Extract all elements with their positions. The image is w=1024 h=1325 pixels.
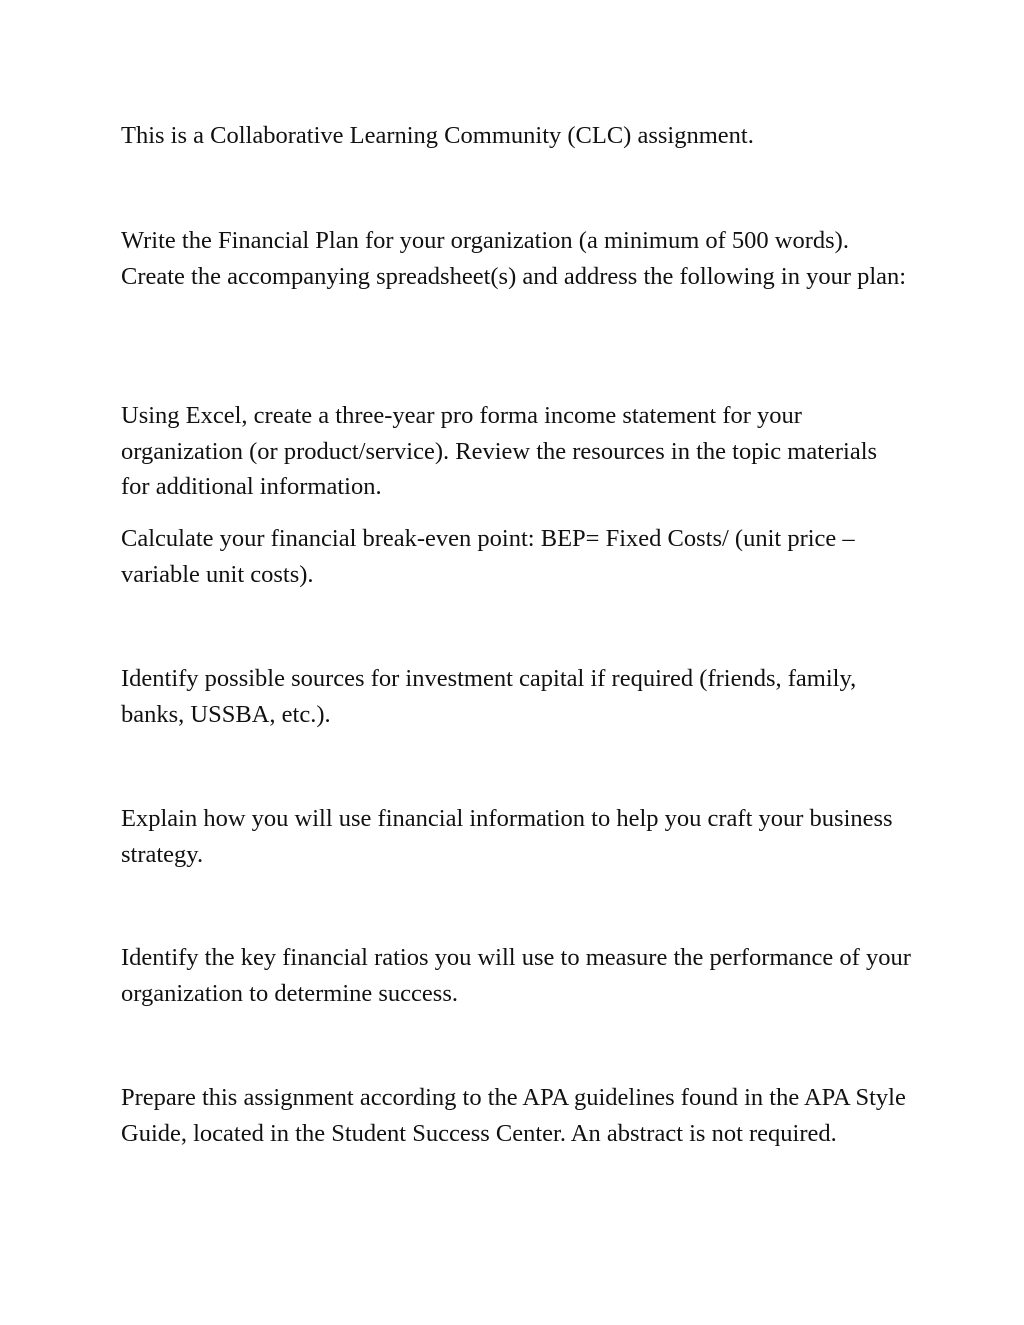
- pro-forma-paragraph: Using Excel, create a three-year pro forma income statement for your organization (or product/service). Review the resources in the topic materials for additional information.: [121, 402, 878, 500]
- financial-ratios-paragraph: Identify the key financial ratios you will use to measure the performance of your organization to determine success.: [121, 944, 911, 1007]
- business-strategy-paragraph: Explain how you will use financial information to help you craft your business strategy.: [121, 805, 893, 868]
- intro-paragraph: This is a Collaborative Learning Community (CLC) assignment.: [121, 122, 754, 149]
- break-even-paragraph: Calculate your financial break-even point: BEP= Fixed Costs/ (unit price – variable unit costs).: [121, 525, 855, 588]
- apa-guidelines-paragraph: Prepare this assignment according to the APA guidelines found in the APA Style Guide, located in the Student Success Center. An abstract is not required.: [121, 1084, 906, 1147]
- investment-capital-paragraph: Identify possible sources for investment capital if required (friends, family, banks, USSBA, etc.).: [121, 665, 857, 728]
- instructions-paragraph: Write the Financial Plan for your organization (a minimum of 500 words). Create the accompanying spreadsheet(s) and address the following in your plan:: [121, 227, 907, 290]
